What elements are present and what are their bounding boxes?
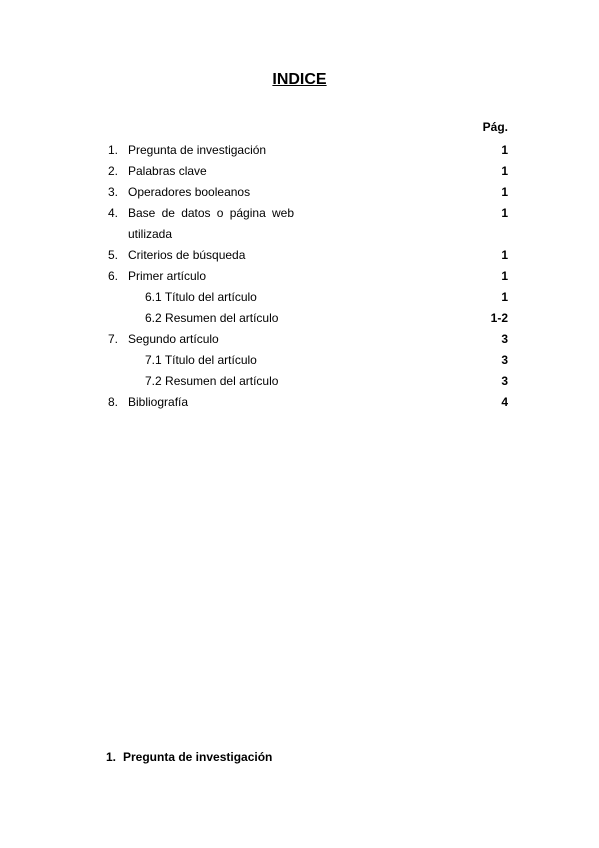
toc-word: de xyxy=(161,206,175,220)
toc-entry-label: Operadores booleanos xyxy=(128,185,251,199)
toc-entry-continuation xyxy=(108,224,508,245)
toc-entry-page: 1-2 xyxy=(490,311,508,325)
toc-entry-page: 1 xyxy=(501,206,508,220)
toc-subentry-number: 7.2 xyxy=(145,374,162,388)
toc-entry-number: 7. xyxy=(108,332,119,346)
toc-word: página xyxy=(229,206,266,220)
toc-subentry xyxy=(108,371,508,392)
toc-subentry xyxy=(108,350,508,371)
toc-subentry-text: Título del artículo xyxy=(164,353,257,367)
toc-subentry-label xyxy=(145,287,257,308)
toc-subentry-number: 6.2 xyxy=(145,311,162,325)
toc-entry-number: 3. xyxy=(108,185,119,199)
toc-entry-number: 4. xyxy=(108,206,119,220)
toc-entry-number: 2. xyxy=(108,164,119,178)
toc-word: web xyxy=(271,206,294,220)
toc-subentry-text: Título del artículo xyxy=(164,290,257,304)
toc-entry-page: 4 xyxy=(501,395,508,409)
toc-subentry xyxy=(108,308,508,329)
toc-entry xyxy=(108,329,508,350)
toc-entry-label: Criterios de búsqueda xyxy=(128,248,246,262)
toc-subentry-number: 7.1 xyxy=(145,353,162,367)
section-heading-number: 1. xyxy=(106,750,117,764)
toc-entry-page: 1 xyxy=(501,185,508,199)
toc-entry-number: 5. xyxy=(108,248,119,262)
toc-subentry-label xyxy=(145,350,257,371)
toc-entry-page: 3 xyxy=(501,332,508,346)
toc-word: datos xyxy=(181,206,211,220)
index-title: INDICE xyxy=(272,71,327,88)
section-heading-label: Pregunta de investigación xyxy=(123,750,273,764)
toc-subentry-label xyxy=(145,308,278,329)
table-of-contents xyxy=(108,140,508,413)
toc-word: Base xyxy=(128,206,156,220)
toc-entry xyxy=(108,140,508,161)
toc-entry-page: 1 xyxy=(501,290,508,304)
toc-entry-label: Segundo artículo xyxy=(128,332,219,346)
toc-entry-number: 1. xyxy=(108,143,119,157)
toc-subentry xyxy=(108,287,508,308)
page-column-header: Pág. xyxy=(482,120,508,134)
toc-entry-page: 1 xyxy=(501,143,508,157)
toc-subentry-text: Resumen del artículo xyxy=(165,374,279,388)
toc-entry-label: Palabras clave xyxy=(128,164,207,178)
toc-entry xyxy=(108,182,508,203)
toc-entry-number: 8. xyxy=(108,395,119,409)
toc-subentry-label xyxy=(145,371,278,392)
toc-entry-page: 1 xyxy=(501,164,508,178)
toc-entry-label-continued: utilizada xyxy=(128,227,173,241)
toc-entry-label: Bibliografía xyxy=(128,395,189,409)
section-heading xyxy=(106,750,272,764)
toc-subentry-number: 6.1 xyxy=(145,290,162,304)
toc-entry-page: 1 xyxy=(501,248,508,262)
toc-entry xyxy=(108,266,508,287)
toc-entry xyxy=(108,203,508,224)
toc-subentry-text: Resumen del artículo xyxy=(165,311,279,325)
toc-entry-label: Pregunta de investigación xyxy=(128,143,267,157)
toc-entry-page: 3 xyxy=(501,353,508,367)
toc-entry-label: Primer artículo xyxy=(128,269,207,283)
toc-entry-label-justified xyxy=(128,203,294,224)
toc-entry xyxy=(108,161,508,182)
toc-entry-page: 3 xyxy=(501,374,508,388)
toc-entry-page: 1 xyxy=(501,269,508,283)
toc-entry xyxy=(108,245,508,266)
toc-entry-number: 6. xyxy=(108,269,119,283)
toc-entry xyxy=(108,392,508,413)
toc-word: o xyxy=(216,206,224,220)
